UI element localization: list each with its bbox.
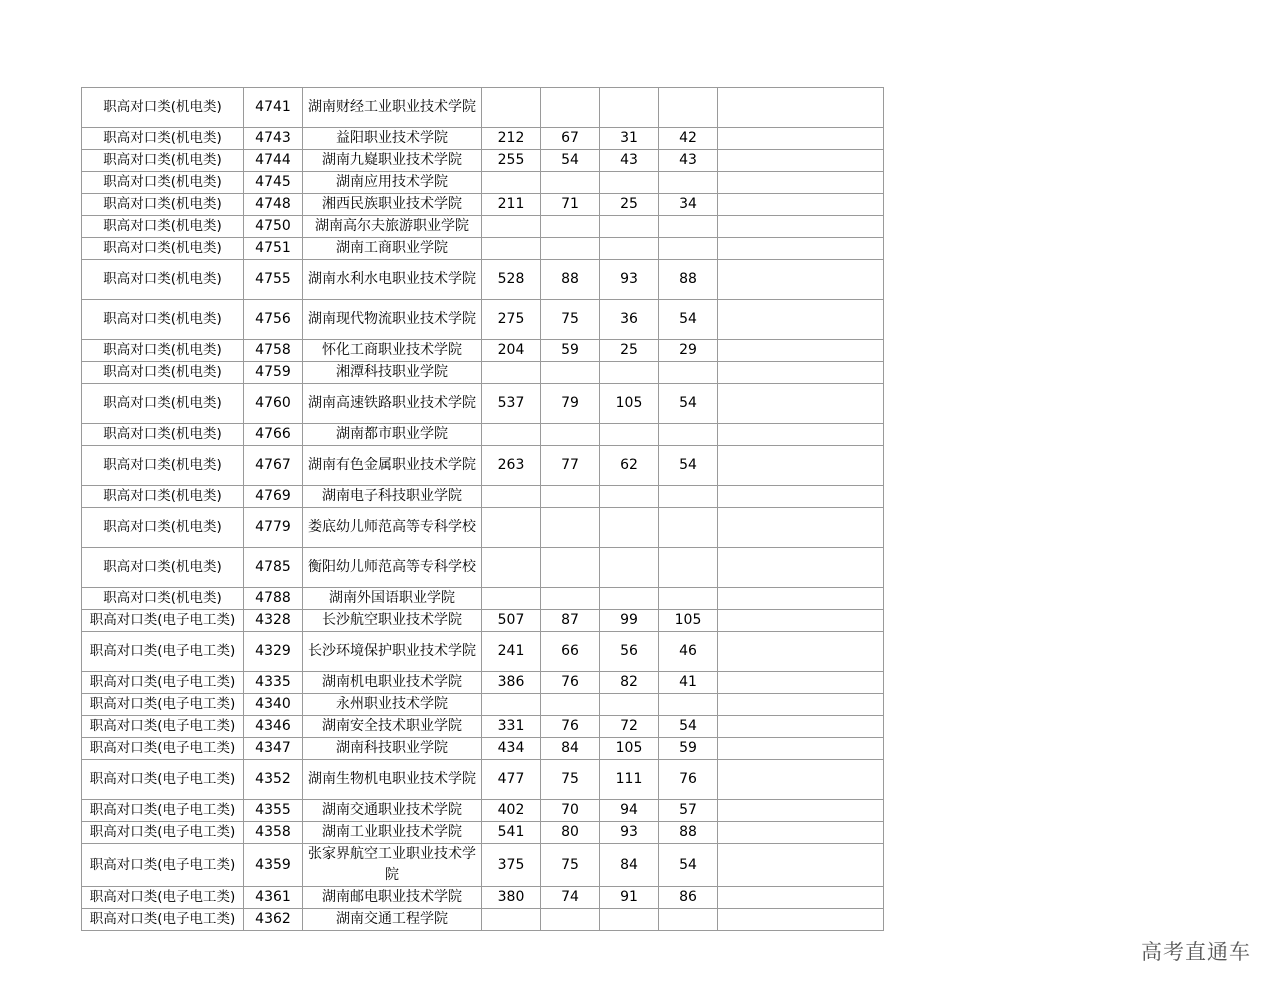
school-name-cell: 湖南九嶷职业技术学院 [303,150,482,172]
score-cell-1: 386 [482,672,541,694]
score-cell-1 [482,548,541,588]
score-cell-3 [600,909,659,931]
category-cell: 职高对口类(机电类) [82,238,244,260]
category-cell: 职高对口类(机电类) [82,384,244,424]
score-cell-4: 88 [659,260,718,300]
score-cell-2: 75 [541,760,600,800]
code-cell: 4741 [244,88,303,128]
score-cell-2: 66 [541,632,600,672]
note-cell [718,548,884,588]
score-cell-1: 528 [482,260,541,300]
code-cell: 4744 [244,150,303,172]
note-cell [718,424,884,446]
score-cell-4: 88 [659,822,718,844]
category-cell: 职高对口类(电子电工类) [82,694,244,716]
category-cell: 职高对口类(电子电工类) [82,672,244,694]
score-cell-4 [659,88,718,128]
school-name-cell: 怀化工商职业技术学院 [303,340,482,362]
category-cell: 职高对口类(机电类) [82,486,244,508]
score-cell-3: 105 [600,384,659,424]
score-cell-4: 29 [659,340,718,362]
school-name-cell: 湖南应用技术学院 [303,172,482,194]
score-cell-2: 70 [541,800,600,822]
score-cell-1: 211 [482,194,541,216]
note-cell [718,588,884,610]
code-cell: 4328 [244,610,303,632]
table-row [82,548,884,588]
table-row [82,194,884,216]
score-cell-1: 331 [482,716,541,738]
score-cell-2: 59 [541,340,600,362]
code-cell: 4347 [244,738,303,760]
score-cell-2 [541,548,600,588]
category-cell: 职高对口类(机电类) [82,508,244,548]
category-cell: 职高对口类(电子电工类) [82,632,244,672]
table-row [82,887,884,909]
score-cell-3 [600,508,659,548]
score-cell-2: 87 [541,610,600,632]
note-cell [718,88,884,128]
score-cell-4: 54 [659,716,718,738]
code-cell: 4340 [244,694,303,716]
score-cell-1 [482,216,541,238]
table-row [82,909,884,931]
table-row [82,150,884,172]
score-cell-1: 204 [482,340,541,362]
school-name-cell: 湘潭科技职业学院 [303,362,482,384]
category-cell: 职高对口类(电子电工类) [82,844,244,887]
table-row [82,128,884,150]
note-cell [718,508,884,548]
score-cell-2: 75 [541,300,600,340]
code-cell: 4745 [244,172,303,194]
code-cell: 4358 [244,822,303,844]
code-cell: 4785 [244,548,303,588]
category-cell: 职高对口类(机电类) [82,446,244,486]
category-cell: 职高对口类(电子电工类) [82,610,244,632]
score-cell-2 [541,486,600,508]
score-cell-1: 212 [482,128,541,150]
code-cell: 4769 [244,486,303,508]
score-cell-2 [541,362,600,384]
score-cell-1 [482,88,541,128]
school-name-cell: 湖南有色金属职业技术学院 [303,446,482,486]
score-cell-3: 31 [600,128,659,150]
code-cell: 4760 [244,384,303,424]
note-cell [718,194,884,216]
score-cell-3: 93 [600,260,659,300]
score-cell-2: 74 [541,887,600,909]
note-cell [718,486,884,508]
score-cell-3: 93 [600,822,659,844]
note-cell [718,844,884,887]
score-cell-4: 54 [659,446,718,486]
school-name-cell: 长沙环境保护职业技术学院 [303,632,482,672]
category-cell: 职高对口类(机电类) [82,260,244,300]
score-cell-1 [482,172,541,194]
code-cell: 4758 [244,340,303,362]
code-cell: 4335 [244,672,303,694]
score-cell-2: 84 [541,738,600,760]
category-cell: 职高对口类(机电类) [82,362,244,384]
school-name-cell: 湖南安全技术职业学院 [303,716,482,738]
note-cell [718,362,884,384]
score-cell-2 [541,694,600,716]
score-cell-3 [600,362,659,384]
table-row [82,300,884,340]
score-cell-4: 54 [659,844,718,887]
score-cell-3: 84 [600,844,659,887]
school-name-cell: 湖南高尔夫旅游职业学院 [303,216,482,238]
score-cell-4 [659,588,718,610]
score-cell-2: 88 [541,260,600,300]
score-cell-4 [659,548,718,588]
score-cell-2: 80 [541,822,600,844]
code-cell: 4788 [244,588,303,610]
category-cell: 职高对口类(电子电工类) [82,716,244,738]
table-row [82,588,884,610]
table-row [82,738,884,760]
score-cell-1: 275 [482,300,541,340]
score-cell-3: 36 [600,300,659,340]
school-name-cell: 湖南邮电职业技术学院 [303,887,482,909]
score-cell-3: 105 [600,738,659,760]
table-row [82,340,884,362]
score-cell-3 [600,424,659,446]
score-cell-3: 25 [600,194,659,216]
category-cell: 职高对口类(电子电工类) [82,760,244,800]
note-cell [718,340,884,362]
note-cell [718,738,884,760]
note-cell [718,300,884,340]
code-cell: 4355 [244,800,303,822]
note-cell [718,800,884,822]
score-cell-2: 71 [541,194,600,216]
code-cell: 4743 [244,128,303,150]
school-name-cell: 湖南机电职业技术学院 [303,672,482,694]
score-cell-1: 375 [482,844,541,887]
category-cell: 职高对口类(机电类) [82,424,244,446]
score-cell-2: 67 [541,128,600,150]
score-cell-4: 41 [659,672,718,694]
category-cell: 职高对口类(机电类) [82,88,244,128]
school-name-cell: 湖南科技职业学院 [303,738,482,760]
score-cell-2 [541,588,600,610]
note-cell [718,128,884,150]
table-row [82,486,884,508]
score-cell-2: 76 [541,716,600,738]
score-cell-2 [541,172,600,194]
score-cell-2 [541,508,600,548]
score-cell-4: 54 [659,384,718,424]
score-cell-1: 507 [482,610,541,632]
score-cell-4 [659,694,718,716]
school-name-cell: 湖南现代物流职业技术学院 [303,300,482,340]
table-row [82,632,884,672]
school-name-cell: 衡阳幼儿师范高等专科学校 [303,548,482,588]
category-cell: 职高对口类(电子电工类) [82,822,244,844]
score-cell-3: 82 [600,672,659,694]
school-name-cell: 娄底幼儿师范高等专科学校 [303,508,482,548]
score-cell-4: 76 [659,760,718,800]
score-cell-4 [659,909,718,931]
note-cell [718,216,884,238]
category-cell: 职高对口类(电子电工类) [82,887,244,909]
category-cell: 职高对口类(电子电工类) [82,738,244,760]
score-cell-4: 42 [659,128,718,150]
table-row [82,508,884,548]
score-cell-2 [541,424,600,446]
table-row [82,844,884,887]
school-name-cell: 湖南交通工程学院 [303,909,482,931]
score-cell-4: 57 [659,800,718,822]
score-cell-3: 94 [600,800,659,822]
school-name-cell: 湖南高速铁路职业技术学院 [303,384,482,424]
code-cell: 4755 [244,260,303,300]
code-cell: 4767 [244,446,303,486]
score-cell-3 [600,694,659,716]
score-cell-1 [482,362,541,384]
score-cell-4: 46 [659,632,718,672]
note-cell [718,822,884,844]
school-name-cell: 湖南交通职业技术学院 [303,800,482,822]
note-cell [718,632,884,672]
category-cell: 职高对口类(机电类) [82,128,244,150]
code-cell: 4352 [244,760,303,800]
note-cell [718,716,884,738]
category-cell: 职高对口类(电子电工类) [82,909,244,931]
score-cell-3: 62 [600,446,659,486]
score-cell-1: 434 [482,738,541,760]
school-name-cell: 湖南都市职业学院 [303,424,482,446]
score-cell-3: 111 [600,760,659,800]
code-cell: 4751 [244,238,303,260]
category-cell: 职高对口类(机电类) [82,300,244,340]
table-row [82,446,884,486]
score-cell-4 [659,424,718,446]
score-cell-1: 255 [482,150,541,172]
table-row [82,672,884,694]
score-cell-1: 541 [482,822,541,844]
score-cell-1: 402 [482,800,541,822]
score-cell-3 [600,216,659,238]
score-cell-2: 75 [541,844,600,887]
school-name-cell: 益阳职业技术学院 [303,128,482,150]
category-cell: 职高对口类(机电类) [82,216,244,238]
score-cell-3 [600,588,659,610]
table-row [82,716,884,738]
category-cell: 职高对口类(电子电工类) [82,800,244,822]
score-cell-3: 25 [600,340,659,362]
school-name-cell: 永州职业技术学院 [303,694,482,716]
watermark-text: 高考直通车 [1141,940,1251,964]
score-cell-3: 91 [600,887,659,909]
table-row [82,800,884,822]
school-name-cell: 湖南外国语职业学院 [303,588,482,610]
table-row [82,694,884,716]
score-cell-1: 537 [482,384,541,424]
score-cell-1 [482,588,541,610]
table-row [82,384,884,424]
score-cell-2 [541,238,600,260]
score-cell-1 [482,694,541,716]
table-row [82,216,884,238]
table-row [82,610,884,632]
admission-score-table [81,87,884,931]
category-cell: 职高对口类(机电类) [82,548,244,588]
score-cell-3 [600,172,659,194]
score-cell-4: 34 [659,194,718,216]
note-cell [718,446,884,486]
note-cell [718,260,884,300]
table-row [82,362,884,384]
score-cell-2: 54 [541,150,600,172]
code-cell: 4759 [244,362,303,384]
note-cell [718,238,884,260]
score-cell-4: 43 [659,150,718,172]
score-cell-4 [659,362,718,384]
score-cell-1 [482,238,541,260]
category-cell: 职高对口类(机电类) [82,172,244,194]
score-cell-4: 54 [659,300,718,340]
score-cell-2 [541,216,600,238]
score-cell-1 [482,508,541,548]
score-cell-2 [541,88,600,128]
score-cell-1: 477 [482,760,541,800]
note-cell [718,172,884,194]
category-cell: 职高对口类(机电类) [82,340,244,362]
score-cell-4 [659,238,718,260]
category-cell: 职高对口类(机电类) [82,588,244,610]
score-cell-3: 56 [600,632,659,672]
score-cell-4: 86 [659,887,718,909]
score-cell-1 [482,909,541,931]
table-row [82,172,884,194]
school-name-cell: 湖南电子科技职业学院 [303,486,482,508]
score-cell-4: 59 [659,738,718,760]
note-cell [718,909,884,931]
code-cell: 4766 [244,424,303,446]
score-cell-4 [659,486,718,508]
note-cell [718,694,884,716]
score-cell-3 [600,238,659,260]
score-cell-3: 72 [600,716,659,738]
score-cell-1: 241 [482,632,541,672]
note-cell [718,760,884,800]
category-cell: 职高对口类(机电类) [82,150,244,172]
score-cell-1 [482,486,541,508]
score-cell-3: 99 [600,610,659,632]
note-cell [718,672,884,694]
category-cell: 职高对口类(机电类) [82,194,244,216]
score-cell-1: 380 [482,887,541,909]
code-cell: 4329 [244,632,303,672]
table-row [82,822,884,844]
score-cell-3 [600,486,659,508]
note-cell [718,610,884,632]
score-cell-2: 79 [541,384,600,424]
score-cell-4: 105 [659,610,718,632]
score-cell-2: 77 [541,446,600,486]
school-name-cell: 湖南生物机电职业技术学院 [303,760,482,800]
school-name-cell: 湖南工商职业学院 [303,238,482,260]
table-body [82,88,884,931]
table-row [82,424,884,446]
table-row [82,760,884,800]
school-name-cell: 湖南财经工业职业技术学院 [303,88,482,128]
code-cell: 4362 [244,909,303,931]
note-cell [718,150,884,172]
code-cell: 4779 [244,508,303,548]
code-cell: 4359 [244,844,303,887]
note-cell [718,887,884,909]
school-name-cell: 湖南水利水电职业技术学院 [303,260,482,300]
school-name-cell: 长沙航空职业技术学院 [303,610,482,632]
score-cell-3 [600,88,659,128]
score-cell-4 [659,216,718,238]
table-row [82,260,884,300]
code-cell: 4748 [244,194,303,216]
score-cell-3: 43 [600,150,659,172]
school-name-cell: 张家界航空工业职业技术学院 [303,844,482,887]
score-cell-1 [482,424,541,446]
score-cell-3 [600,548,659,588]
school-name-cell: 湖南工业职业技术学院 [303,822,482,844]
score-cell-2: 76 [541,672,600,694]
code-cell: 4750 [244,216,303,238]
table-row [82,238,884,260]
score-cell-2 [541,909,600,931]
code-cell: 4756 [244,300,303,340]
score-cell-4 [659,508,718,548]
table-row [82,88,884,128]
code-cell: 4361 [244,887,303,909]
school-name-cell: 湘西民族职业技术学院 [303,194,482,216]
score-cell-4 [659,172,718,194]
code-cell: 4346 [244,716,303,738]
note-cell [718,384,884,424]
score-cell-1: 263 [482,446,541,486]
